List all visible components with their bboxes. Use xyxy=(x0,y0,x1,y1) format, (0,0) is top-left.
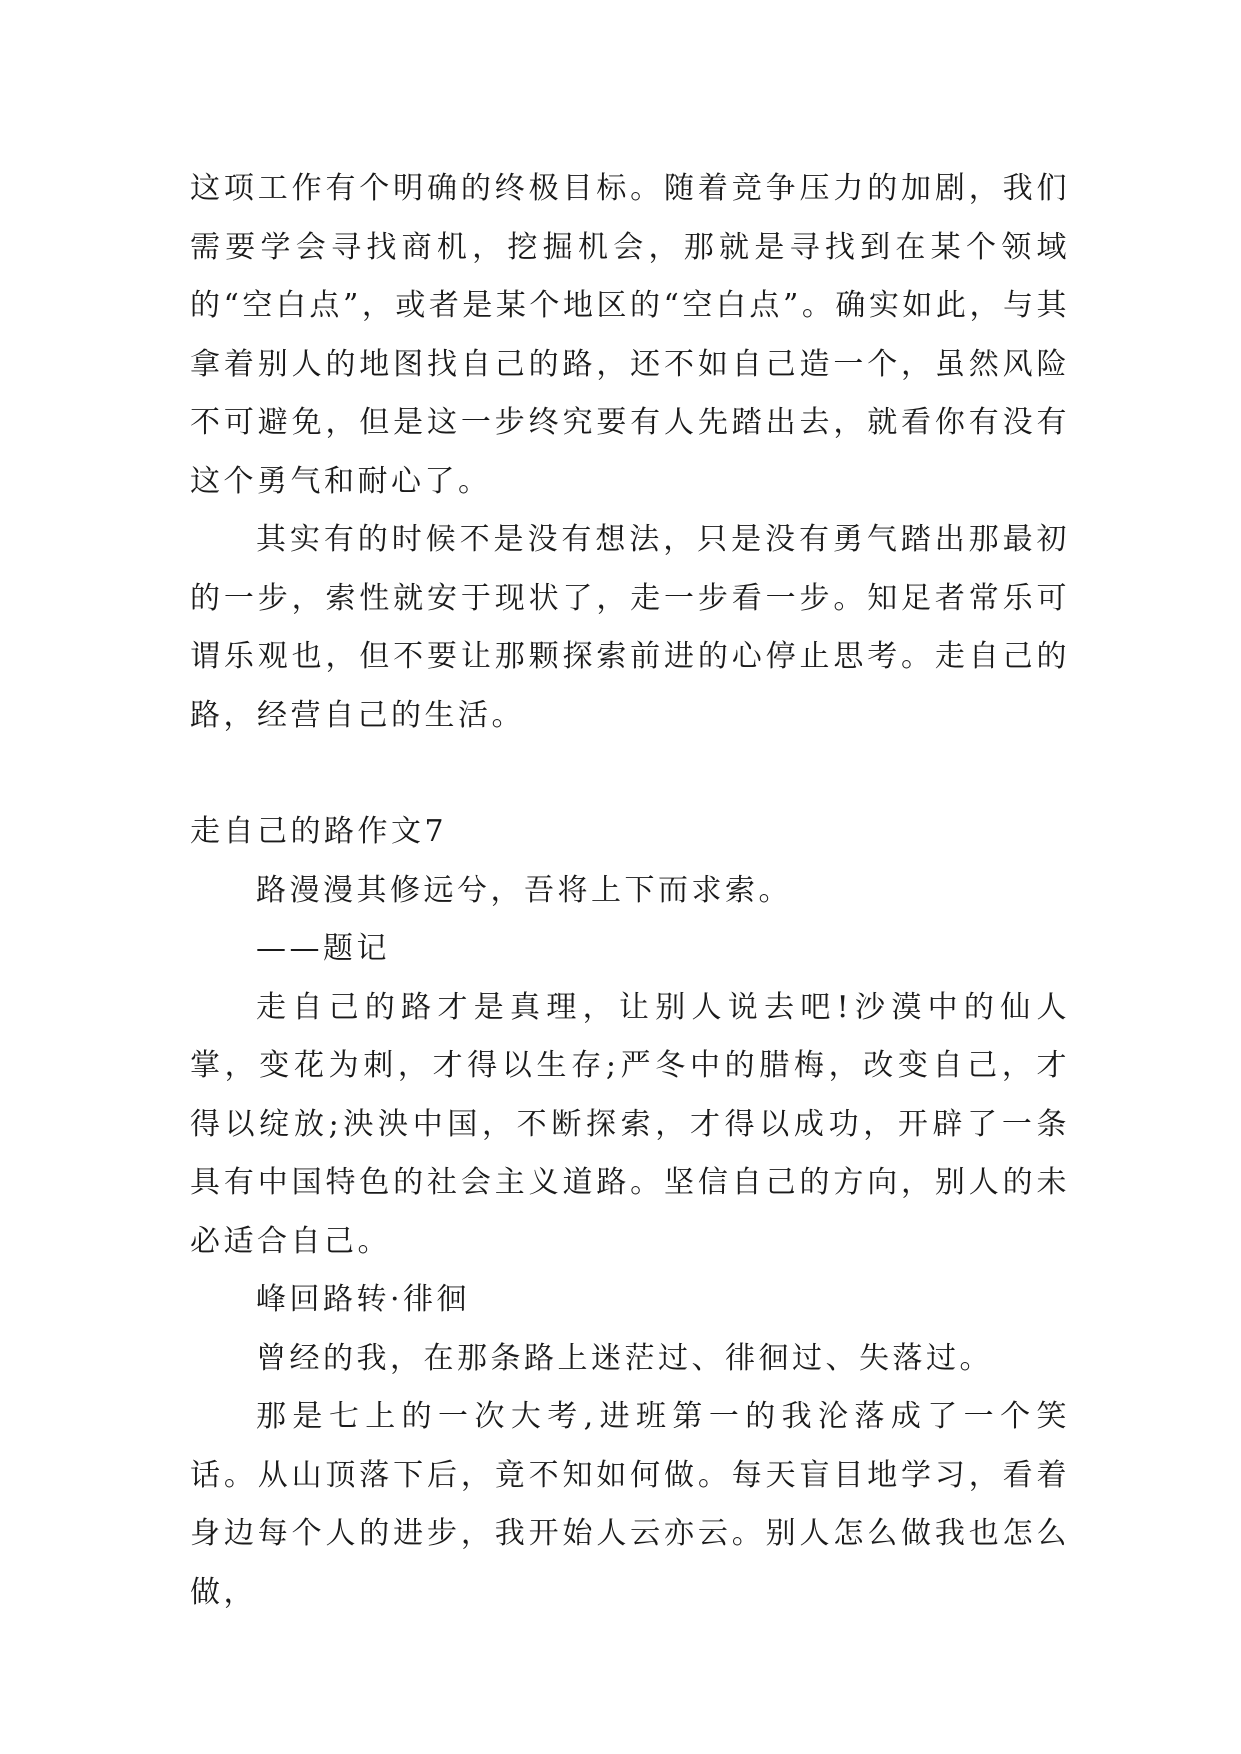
paragraph-own-path: 走自己的路才是真理，让别人说去吧!沙漠中的仙人掌，变花为刺，才得以生存;严冬中的腊梅，改变自己，才得以绽放;泱泱中国，不断探索，才得以成功，开辟了一条具有中国特色的社会主义道路。坚信自己的方向，别人的未必适合自己。 xyxy=(190,989,1070,1259)
epigraph-attribution: ——题记 xyxy=(256,931,390,966)
section-subheading: 峰回路转·徘徊 xyxy=(256,1282,471,1317)
paragraph-lost: 曾经的我，在那条路上迷茫过、徘徊过、失落过。 xyxy=(256,1340,993,1376)
paragraph-goal: 这项工作有个明确的终极目标。随着竞争压力的加剧，我们需要学会寻找商机，挖掘机会，那就是寻找到在某个领域的“空白点”，或者是某个地区的“空白点”。确实如此，与其拿着别人的地图找自己的路，还不如自己造一个，虽然风险不可避免，但是这一步终究要有人先踏出去，就看你有没有这个勇气和耐心了。 xyxy=(190,171,1070,499)
paragraph-courage: 其实有的时候不是没有想法，只是没有勇气踏出那最初的一步，索性就安于现状了，走一步看一步。知足者常乐可谓乐观也，但不要让那颗探索前进的心停止思考。走自己的路，经营自己的生活。 xyxy=(190,522,1070,733)
document-body xyxy=(190,160,1070,1622)
paragraph-exam: 那是七上的一次大考,进班第一的我沦落成了一个笑话。从山顶落下后，竟不知如何做。每天盲目地学习，看着身边每个人的进步，我开始人云亦云。别人怎么做我也怎么做， xyxy=(190,1399,1070,1610)
epigraph-quote: 路漫漫其修远兮，吾将上下而求索。 xyxy=(256,872,792,908)
essay-heading: 走自己的路作文7 xyxy=(190,814,448,849)
